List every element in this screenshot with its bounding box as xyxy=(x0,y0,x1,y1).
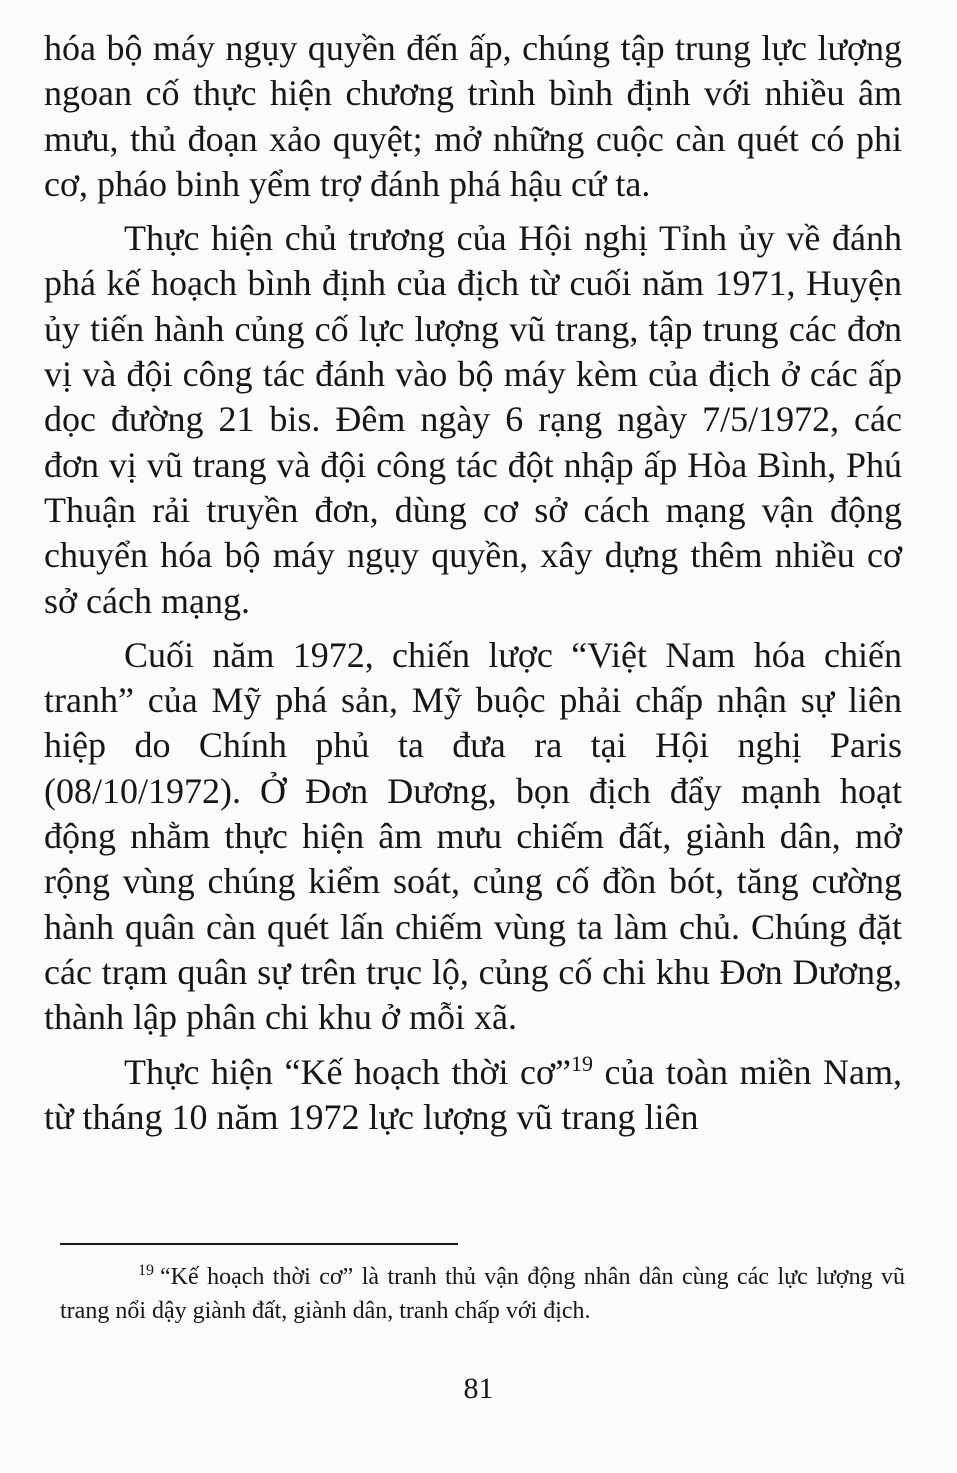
paragraph-4-text-after-ref: của toàn miền Nam, từ tháng 10 năm 1972 lực lượng vũ trang liên xyxy=(44,1051,902,1137)
body-text xyxy=(44,26,902,1149)
footnote-text: “Kế hoạch thời cơ” là tranh thủ vận động nhân dân cùng các lực lượng vũ trang nổi dậy giành đất, giành dân, tranh chấp với địch. xyxy=(60,1264,905,1324)
footnote-reference[interactable]: 19 xyxy=(571,1050,594,1076)
footnote-divider xyxy=(60,1243,458,1245)
paragraph-4-text-before-ref: Thực hiện “Kế hoạch thời cơ” xyxy=(124,1051,572,1092)
page-number: 81 xyxy=(463,1372,494,1405)
footnote-marker: 19 xyxy=(138,1262,154,1279)
paragraph-4 xyxy=(44,1050,902,1141)
paragraph-1: hóa bộ máy ngụy quyền đến ấp, chúng tập trung lực lượng ngoan cố thực hiện chương trình bình định với nhiều âm mưu, thủ đoạn xảo quyệt; mở những cuộc càn quét có phi cơ, pháo binh yểm trợ đánh phá hậu cứ ta. xyxy=(44,28,902,204)
footnote xyxy=(60,1260,905,1328)
paragraph-2: Thực hiện chủ trương của Hội nghị Tỉnh ủy về đánh phá kế hoạch bình định của địch từ cuối năm 1971, Huyện ủy tiến hành củng cố lực lượng vũ trang, tập trung các đơn vị và đội công tác đánh vào bộ máy kèm của địch ở các ấp dọc đường 21 bis. Đêm ngày 6 rạng ngày 7/5/1972, các đơn vị vũ trang và đội công tác đột nhập ấp Hòa Bình, Phú Thuận rải truyền đơn, dùng cơ sở cách mạng vận động chuyển hóa bộ máy ngụy quyền, xây dựng thêm nhiều cơ sở cách mạng. xyxy=(44,218,902,621)
paragraph-3: Cuối năm 1972, chiến lược “Việt Nam hóa chiến tranh” của Mỹ phá sản, Mỹ buộc phải chấp nhận sự liên hiệp do Chính phủ ta đưa ra tại Hội nghị Paris (08/10/1972). Ở Đơn Dương, bọn địch đẩy mạnh hoạt động nhằm thực hiện âm mưu chiếm đất, giành dân, mở rộng vùng chúng kiểm soát, củng cố đồn bót, tăng cường hành quân càn quét lấn chiếm vùng ta làm chủ. Chúng đặt các trạm quân sự trên trục lộ, củng cố chi khu Đơn Dương, thành lập phân chi khu ở mỗi xã. xyxy=(44,634,902,1038)
